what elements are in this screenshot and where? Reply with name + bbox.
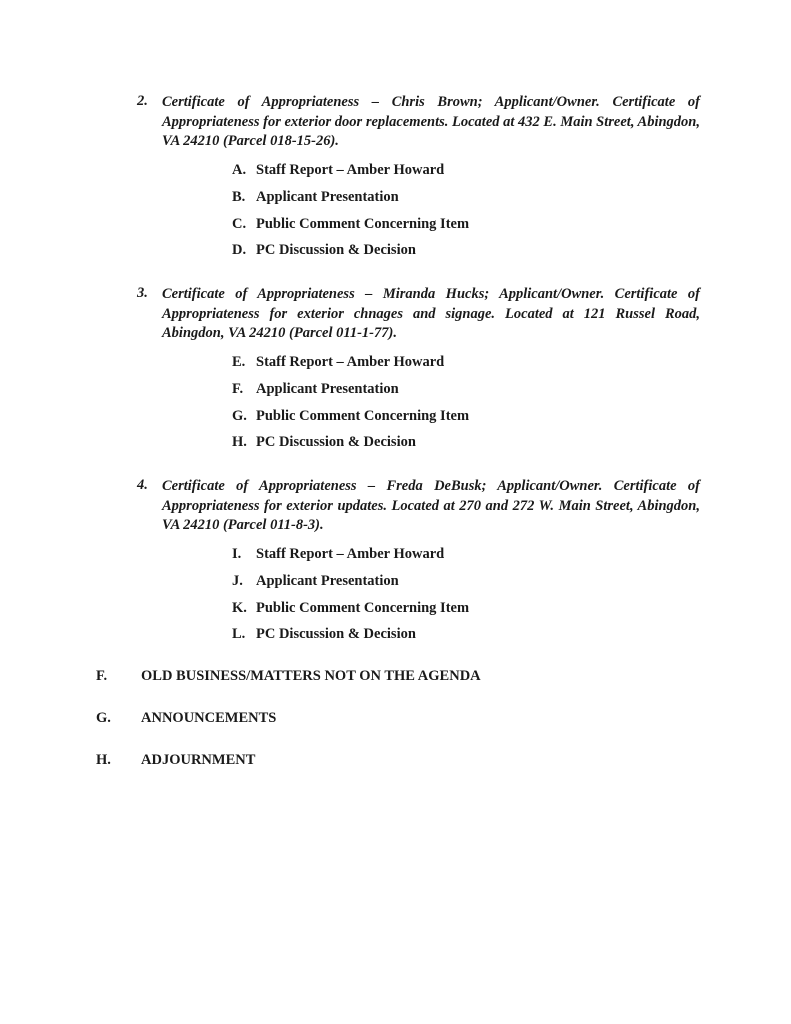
sub-item (232, 626, 652, 653)
section-letter: H. (96, 752, 111, 768)
sub-item-label: Public Comment Concerning Item (256, 215, 470, 232)
sub-item (232, 354, 652, 381)
sub-item (232, 546, 652, 573)
sub-item-label: Applicant Presentation (256, 572, 399, 589)
sub-item (232, 189, 652, 216)
section-announcements (96, 710, 696, 727)
sub-item-letter: J. (232, 572, 243, 589)
agenda-item-2-subitems (232, 162, 652, 269)
sub-item-letter: C. (232, 215, 247, 232)
item-number: 4. (137, 477, 148, 493)
sub-item-letter: F. (232, 380, 244, 397)
sub-item (232, 162, 652, 189)
section-title: OLD BUSINESS/MATTERS NOT ON THE AGENDA (141, 668, 481, 684)
sub-item-label: Applicant Presentation (256, 188, 399, 205)
agenda-item-4-subitems (232, 546, 652, 653)
section-letter: G. (96, 710, 111, 726)
sub-item-letter: A. (232, 162, 247, 178)
section-title: ADJOURNMENT (141, 752, 256, 768)
sub-item-label: Staff Report – Amber Howard (256, 162, 445, 178)
sub-item (232, 381, 652, 408)
agenda-item-3-subitems (232, 354, 652, 461)
sub-item-letter: L. (232, 626, 246, 643)
sub-item-letter: D. (232, 242, 247, 259)
item-description: Certificate of Appropriateness – Freda DeBusk; Applicant/Owner. Certificate of Appropriateness for exterior updates. Located at 270 and 272 W. Main Street, Abingdon, VA 24210 (Parcel 011-8-3). (162, 478, 700, 533)
section-old-business (96, 668, 696, 685)
sub-item-label: PC Discussion & Decision (256, 242, 416, 259)
sub-item (232, 216, 652, 243)
sub-item-letter: E. (232, 354, 246, 370)
sub-item-label: Applicant Presentation (256, 380, 399, 397)
sub-item (232, 573, 652, 600)
sub-item-label: PC Discussion & Decision (256, 434, 416, 451)
sub-item (232, 242, 652, 269)
item-description: Certificate of Appropriateness – Miranda Hucks; Applicant/Owner. Certificate of Appropriateness for exterior chnages and signage. Located at 121 Russel Road, Abingdon, VA 24210 (Parcel 011-1-77). (162, 286, 700, 341)
sub-item-label: Staff Report – Amber Howard (256, 354, 445, 370)
sub-item-letter: G. (232, 407, 247, 424)
sub-item-label: PC Discussion & Decision (256, 626, 416, 643)
sub-item-label: Staff Report – Amber Howard (256, 546, 445, 562)
item-number: 3. (137, 285, 148, 301)
sub-item (232, 434, 652, 461)
sub-item-letter: K. (232, 599, 247, 616)
sub-item-label: Public Comment Concerning Item (256, 599, 470, 616)
section-title: ANNOUNCEMENTS (141, 710, 277, 726)
agenda-item-3 (137, 285, 700, 344)
item-number: 2. (137, 93, 148, 109)
sub-item-letter: H. (232, 434, 247, 451)
agenda-item-2 (137, 93, 700, 152)
agenda-item-4 (137, 477, 700, 536)
sub-item (232, 600, 652, 627)
item-description: Certificate of Appropriateness – Chris Brown; Applicant/Owner. Certificate of Appropriateness for exterior door replacements. Located at 432 E. Main Street, Abingdon, VA 24210 (Parcel 018-15-26). (162, 94, 700, 149)
sub-item (232, 408, 652, 435)
sub-item-label: Public Comment Concerning Item (256, 407, 470, 424)
section-letter: F. (96, 668, 108, 684)
section-adjournment (96, 752, 696, 769)
sub-item-letter: I. (232, 546, 242, 562)
sub-item-letter: B. (232, 188, 246, 205)
